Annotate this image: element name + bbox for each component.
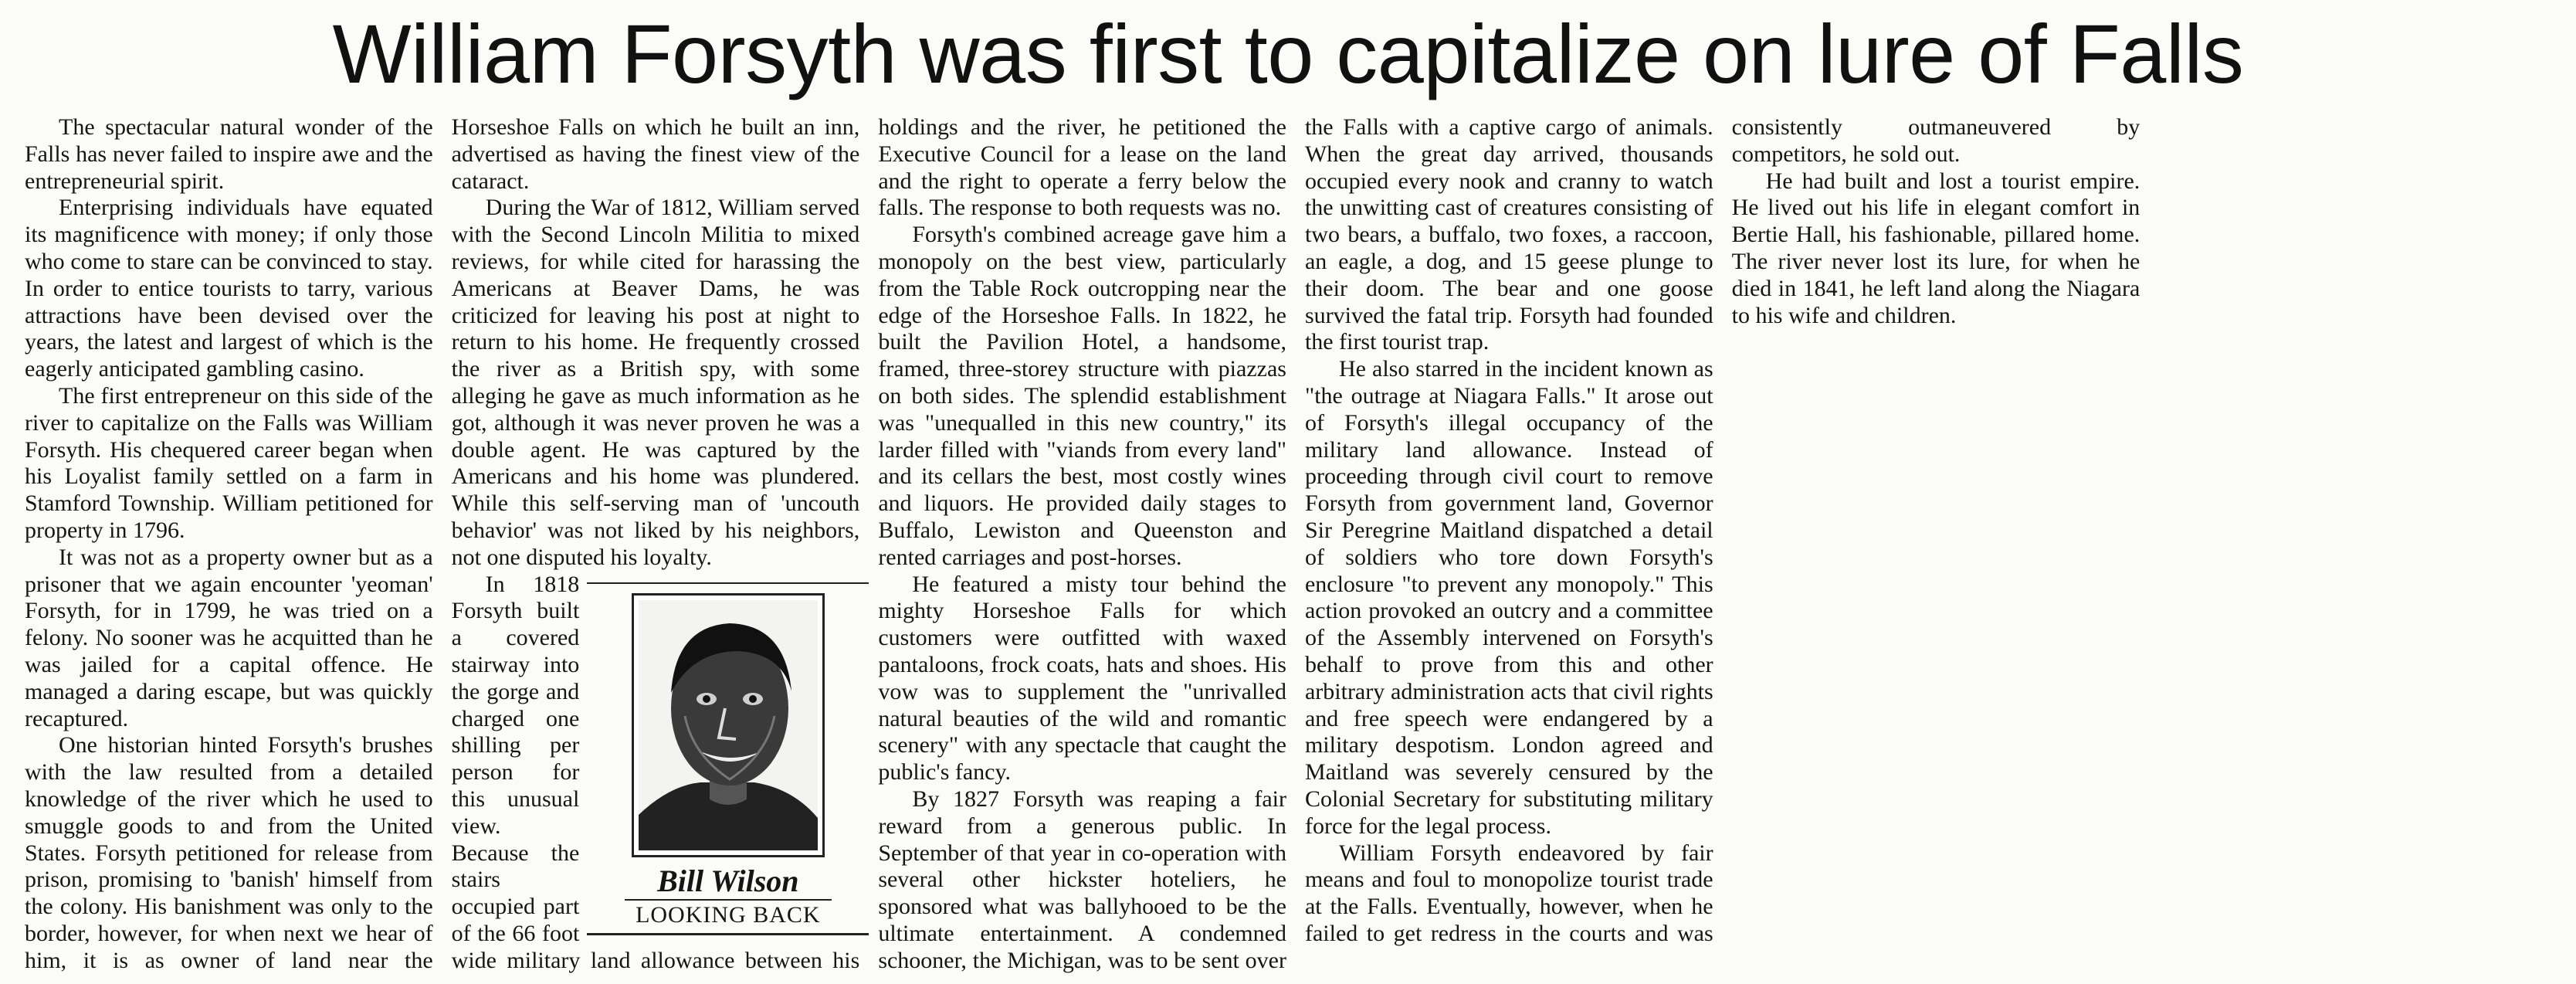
paragraph: Enterprising individuals have equated its magnificence with money; if only those who come to stare can be convinced to stay. In order to entice tourists to tarry, various attractions have been devised over the years, the latest and largest of which is the eagerly anticipated gambling casino. bbox=[25, 195, 433, 382]
box-top-rule bbox=[587, 582, 869, 584]
paragraph: Forsyth's combined acreage gave him a monopoly on the best view, particularly from the Table Rock outcropping near the edge of the Horseshoe Falls. In 1822, he built the Pavilion Hotel, a handsome, framed, three-storey structure with piazzas on both sides. The splendid establishment was "unequalled in this new country," its larder filled with "viands from every land" and its cellars the best, most costly wines and liquors. He provided daily stages to Buffalo, Lewiston and Queenston and rented carriages and post-horses. bbox=[878, 222, 1286, 570]
paragraph: The spectacular natural wonder of the Falls has never failed to inspire awe and the entrepreneurial spirit. bbox=[25, 114, 433, 194]
portrait-photo-icon bbox=[632, 593, 825, 857]
paragraph: He had built and lost a tourist empire. He lived out his life in elegant comfort in Bertie Hall, his fashionable, pillared home. The river never lost its lure, for when he died in 1841, he left land along the Niagara to his wife and children. bbox=[1731, 168, 2140, 328]
paragraph: It was not as a property owner but as a prisoner that we again encounter 'yeoman' Forsyth, for in 1799, he was tried on a felony. No sooner was he acquitted than he was jailed for a capital offence. He managed a daring escape, but was quickly recaptured. bbox=[25, 544, 433, 731]
paragraph: The first entrepreneur on this side of the river to capitalize on the Falls was William Forsyth. His chequered career began when his Loyalist family settled on a farm in Stamford Township. William petitioned for property in 1796. bbox=[25, 382, 433, 543]
paragraph: He featured a misty tour behind the mighty Horseshoe Falls for which customers were outfitted with waxed pantaloons, frock coats, hats and shoes. His vow was to supplement the "unrivalled natural beauties of the wild and romantic scenery" with any spectacle that caught the public's fancy. bbox=[878, 571, 1286, 786]
box-bottom-rule bbox=[587, 933, 869, 935]
headline: William Forsyth was first to capitalize on lure of Falls bbox=[332, 7, 2244, 100]
columnist-name: Bill Wilson bbox=[657, 863, 799, 898]
column-title: LOOKING BACK bbox=[625, 899, 832, 930]
paragraph: By 1827 Forsyth was reaping a fair reward from a generous public. In September of that year in co-operation with several other hickster hoteliers, he sponsored what was ballyhooed to be the ultimate entertainment. A condemned schooner, the Michigan, was to be sent over the Falls with a captive cargo of animals. When the great day arrived, thousands occupied every nook and cranny to watch the unwitting cast of creatures consisting of two bears, a buffalo, two foxes, a raccoon, an eagle, a dog, and 15 geese plunge to their doom. The bear and one goose survived the fatal trip. Forsyth had founded the first tourist trap. bbox=[878, 114, 1713, 973]
paragraph: In 1818 Forsyth built a covered stairway into the gorge and charged one shilling per person for this unusual view. Because the stairs occupied part of the 66 foot wide military land allowance between his holdings and the river, he petitioned the Executive Council for a lease on the land and the right to operate a ferry below the falls. The response to both requests was no. bbox=[451, 114, 1286, 973]
paragraph: One historian hinted Forsyth's brushes with the law resulted from a detailed knowledge of the river which he used to smuggle goods to and from the United States. Forsyth petitioned for release from prison, promising to 'banish' himself from the colony. His banishment was only to the border, however, for when next we hear of him, it is as owner of land near the Horseshoe Falls on which he built an inn, advertised as having the finest view of the cataract. bbox=[25, 114, 860, 973]
paragraph: During the War of 1812, William served with the Second Lincoln Militia to mixed reviews, for while cited for harassing the Americans at Beaver Dams, he was criticized for leaving his post at night to return to his home. He frequently crossed the river as a British spy, with some alleging he gave as much information as he got, although it was never proven he was a double agent. He was captured by the Americans and his home was plundered. While this self-serving man of 'uncouth behavior' was not liked by his neighbors, not one disputed his loyalty. bbox=[451, 195, 860, 570]
columnist-box bbox=[587, 572, 869, 935]
article-body bbox=[25, 114, 2567, 981]
paragraph: He also starred in the incident known as "the outrage at Niagara Falls." It arose out of Forsyth's illegal occupancy of the military land allowance. Instead of proceeding through civil court to remove Forsyth from government land, Governor Sir Peregrine Maitland dispatched a detail of soldiers who tore down Forsyth's enclosure "to prevent any monopoly." This action provoked an outcry and a committee of the Assembly intervened on Forsyth's behalf to prove from this and other arbitrary administration acts that civil rights and free speech were endangered by a military despotism. London agreed and Maitland was severely censured by the Colonial Secretary for substituting military force for the legal process. bbox=[1304, 356, 1713, 839]
paragraph: William Forsyth endeavored by fair means and foul to monopolize tourist trade at the Falls. Eventually, however, when he failed to get redress in the courts and was consistently outmaneuvered by competitors, he sold out. bbox=[1304, 114, 2140, 946]
portrait-image bbox=[639, 600, 818, 850]
